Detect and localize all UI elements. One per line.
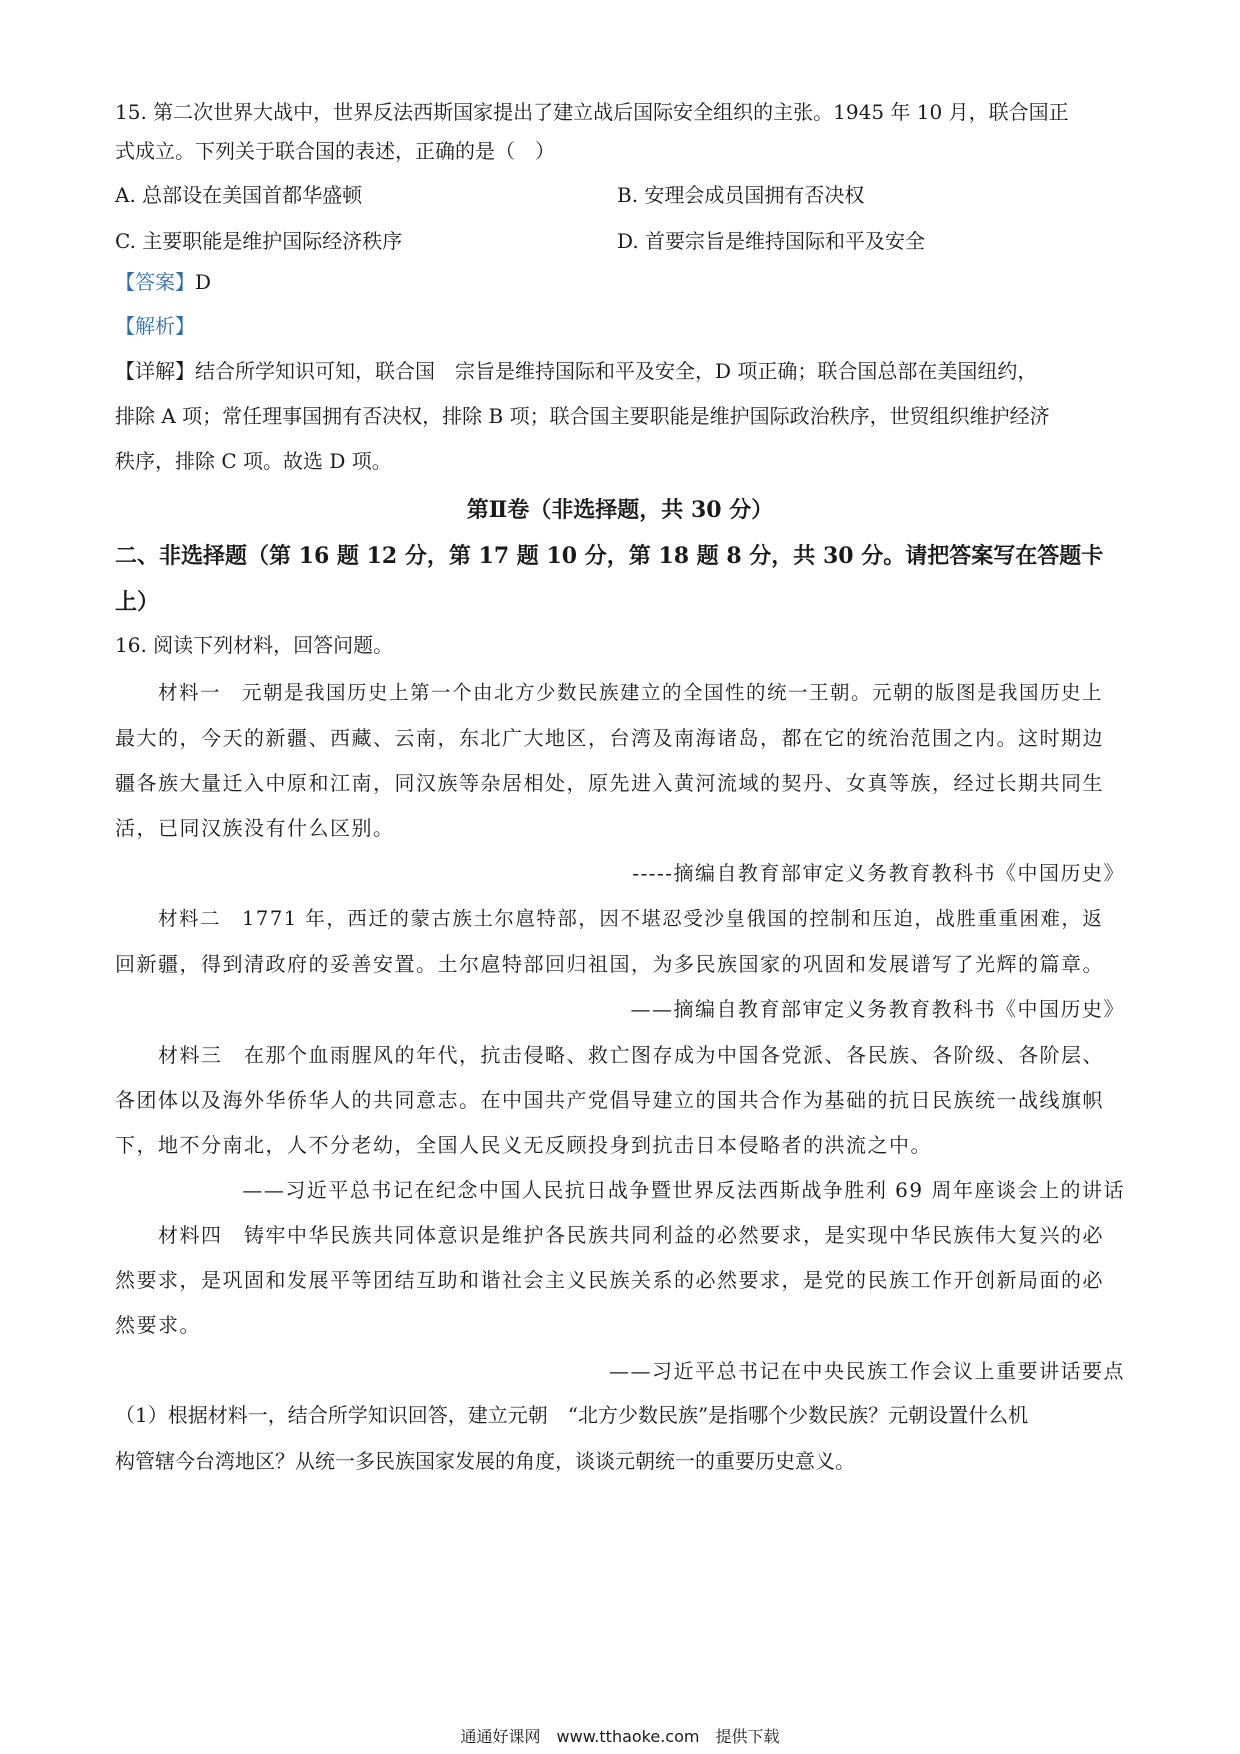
material2-line2: 回新疆，得到清政府的妥善安置。土尔扈特部回归祖国，为多民族国家的巩固和发展谱写了光辉的篇章。 xyxy=(115,952,1104,976)
material1-line3: 疆各族大量迁入中原和江南，同汉族等杂居相处，原先进入黄河流域的契丹、女真等族，经过长期共同生 xyxy=(115,771,1104,795)
part2-section-line1: 二、非选择题（第 16 题 12 分，第 17 题 10 分，第 18 题 8 分，共 30 分。请把答案写在答题卡 xyxy=(115,543,1104,569)
material4-line3: 然要求。 xyxy=(115,1313,201,1337)
material4-source: ——习近平总书记在中央民族工作会议上重要讲话要点 xyxy=(609,1359,1125,1383)
material1-source: -----摘编自教育部审定义务教育教科书《中国历史》 xyxy=(632,861,1125,885)
material3-line1: 材料三 在那个血雨腥风的年代，抗击侵略、救亡图存成为中国各党派、各民族、各阶级、各阶层、 xyxy=(158,1043,1104,1067)
part2-title: 第Ⅱ卷（非选择题，共 30 分） xyxy=(466,497,774,523)
material3-line2: 各团体以及海外华侨华人的共同意志。在中国共产党倡导建立的国共合作为基础的抗日民族统一战线旗帜 xyxy=(115,1088,1104,1112)
q15-answer xyxy=(115,267,1125,297)
material4-line1: 材料四 铸牢中华民族共同体意识是维护各民族共同利益的必然要求，是实现中华民族伟大复兴的必 xyxy=(158,1223,1104,1247)
material2-line1: 材料二 1771 年，西迁的蒙古族土尔扈特部，因不堪忍受沙皇俄国的控制和压迫，战胜重重困难，返 xyxy=(158,907,1104,930)
analysis-tag: 【解析】 xyxy=(115,314,195,338)
material1-line1: 材料一 元朝是我国历史上第一个由北方少数民族建立的全国性的统一王朝。元朝的版图是我国历史上 xyxy=(158,681,1104,704)
q16-sub1-line2: 构管辖今台湾地区？从统一多民族国家发展的角度，谈谈元朝统一的重要历史意义。 xyxy=(115,1449,855,1473)
material1-line4: 活，已同汉族没有什么区别。 xyxy=(115,816,395,840)
material3-line3: 下，地不分南北，人不分老幼，全国人民义无反顾投身到抗击日本侵略者的洪流之中。 xyxy=(115,1133,932,1157)
q15-detail-line2: 排除 A 项；常任理事国拥有否决权，排除 B 项；联合国主要职能是维护国际政治秩序，世贸组织维护经济 xyxy=(115,404,1050,428)
material3-source: ——习近平总书记在纪念中国人民抗日战争暨世界反法西斯战争胜利 69 周年座谈会上的讲话 xyxy=(242,1178,1125,1202)
material1-line2: 最大的，今天的新疆、西藏、云南，东北广大地区，台湾及南海诸岛，都在它的统治范围之内。这时期边 xyxy=(115,726,1104,750)
answer-tag: 【答案】 xyxy=(115,270,195,294)
q15-stem-line2: 式成立。下列关于联合国的表述，正确的是（ ） xyxy=(115,139,555,163)
page-footer: 通通好课网 www.tthaoke.com 提供下载 xyxy=(460,1727,780,1746)
q15-option-d: D. 首要宗旨是维持国际和平及安全 xyxy=(617,229,926,253)
q15-option-c: C. 主要职能是维护国际经济秩序 xyxy=(115,229,403,253)
q15-option-b: B. 安理会成员国拥有否决权 xyxy=(617,183,865,207)
q15-option-a: A. 总部设在美国首都华盛顿 xyxy=(115,183,363,207)
q15-detail-line3: 秩序，排除 C 项。故选 D 项。 xyxy=(115,449,392,473)
part2-section-line2: 上） xyxy=(115,589,160,615)
q15-stem-line1: 15. 第二次世界大战中，世界反法西斯国家提出了建立战后国际安全组织的主张。1945 年 10 月，联合国正 xyxy=(115,100,1069,124)
q16-stem: 16. 阅读下列材料，回答问题。 xyxy=(115,633,394,657)
material2-source: ——摘编自教育部审定义务教育教科书《中国历史》 xyxy=(630,997,1125,1021)
q16-sub1-line1: （1）根据材料一，结合所学知识回答，建立元朝 “北方少数民族”是指哪个少数民族？元朝设置什么机 xyxy=(115,1403,1029,1427)
q15-detail-line1: 【详解】结合所学知识可知，联合国 宗旨是维持国际和平及安全，D 项正确；联合国总部在美国纽约， xyxy=(115,359,1038,383)
material4-line2: 然要求，是巩固和发展平等团结互助和谐社会主义民族关系的必然要求，是党的民族工作开创新局面的必 xyxy=(115,1268,1104,1292)
answer-value: D xyxy=(195,270,212,294)
